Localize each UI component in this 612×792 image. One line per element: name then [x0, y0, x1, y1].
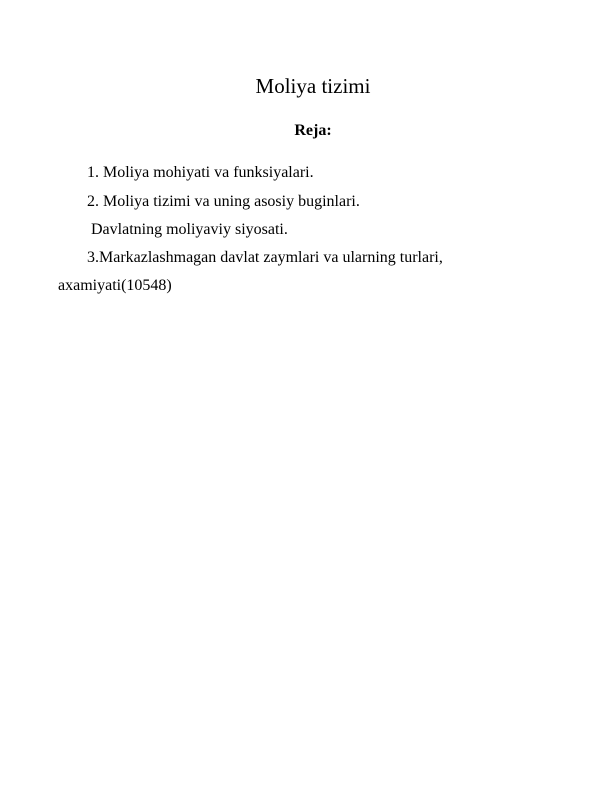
plan-item-1: 1. Moliya mohiyati va funksiyalari. — [87, 164, 314, 181]
document-title: Moliya tizimi — [255, 74, 371, 98]
plan-heading: Reja: — [294, 122, 332, 139]
plan-item-2-continuation: Davlatning moliyaviy siyosati. — [87, 221, 288, 238]
plan-item-3-continuation: axamiyati(10548) — [58, 277, 172, 294]
plan-item-3: 3.Markazlashmagan davlat zaymlari va ularning turlari, — [87, 249, 443, 266]
plan-item-2: 2. Moliya tizimi va uning asosiy buginlari. — [87, 193, 360, 210]
